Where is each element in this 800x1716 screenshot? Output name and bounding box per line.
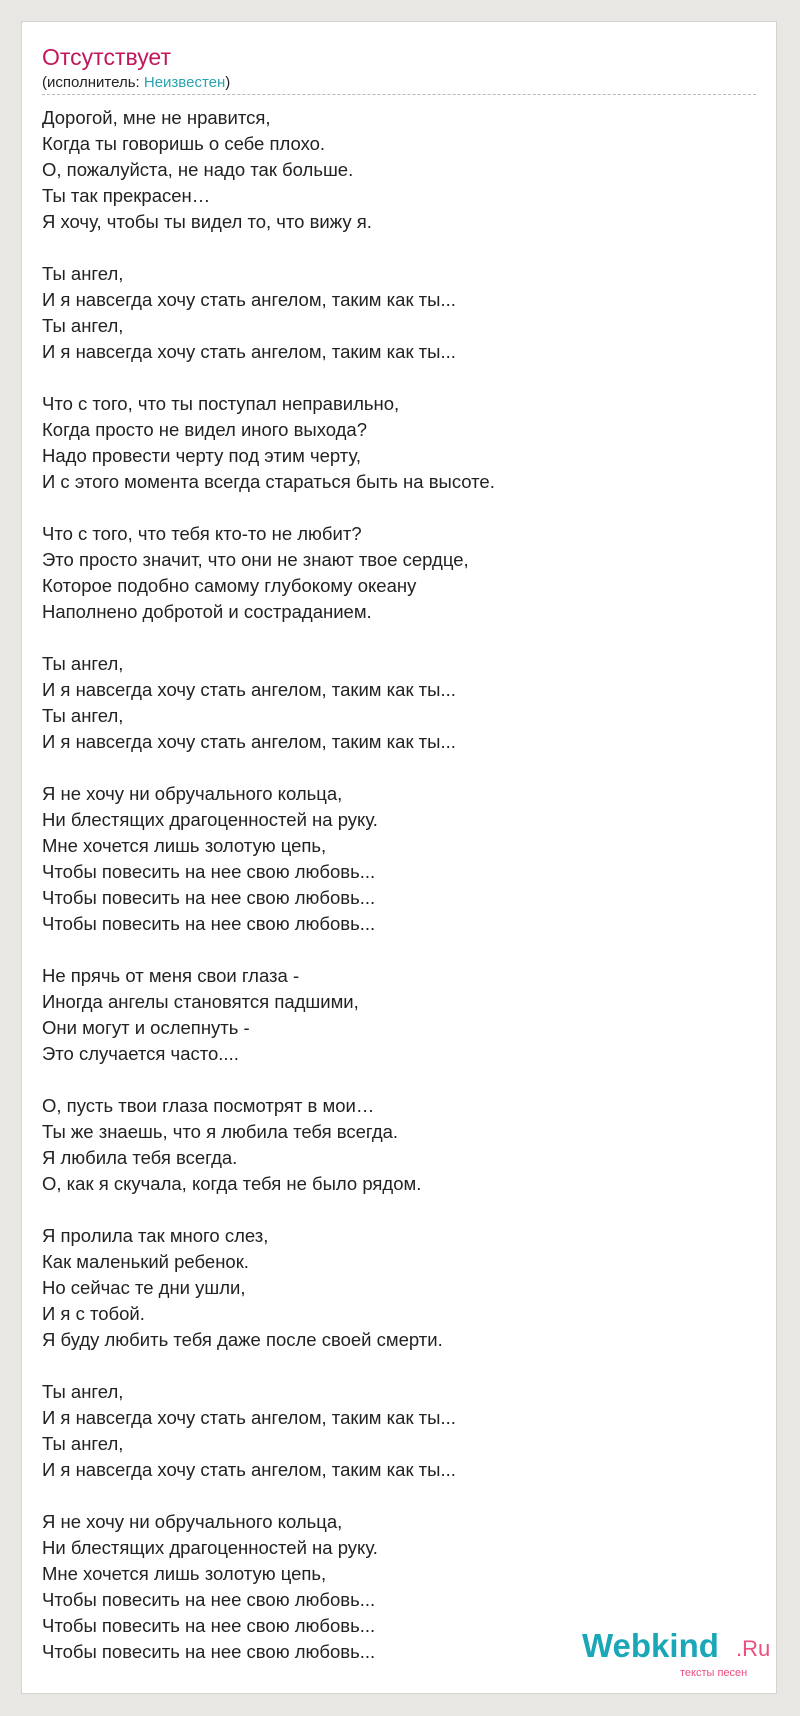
lyrics-line: Что с того, что ты поступал неправильно, (42, 393, 400, 414)
watermark-tld: .Ru (736, 1636, 771, 1661)
performer-line (42, 73, 230, 93)
webkind-watermark (560, 1621, 780, 1691)
lyrics-line: Когда ты говоришь о себе плохо. (42, 133, 326, 154)
lyrics-line: Мне хочется лишь золотую цепь, (42, 1563, 327, 1584)
song-title: Отсутствует (42, 44, 171, 70)
lyrics-line: Ты ангел, (42, 315, 124, 336)
lyrics-line: Ты ангел, (42, 263, 124, 284)
lyrics-stanza (42, 651, 742, 755)
lyrics-line: Мне хочется лишь золотую цепь, (42, 835, 327, 856)
lyrics-stanza (42, 391, 742, 495)
watermark-tagline: тексты песен (680, 1667, 748, 1679)
lyrics-line: Ты же знаешь, что я любила тебя всегда. (42, 1121, 399, 1142)
lyrics-body (42, 105, 742, 1691)
lyrics-line: Как маленький ребенок. (42, 1251, 249, 1272)
lyrics-stanza (42, 105, 742, 235)
lyrics-line: Ты ангел, (42, 1381, 124, 1402)
lyrics-line: Ты ангел, (42, 653, 124, 674)
lyrics-line: О, пожалуйста, не надо так больше. (42, 159, 354, 180)
lyrics-stanza (42, 261, 742, 365)
lyrics-line: И я навсегда хочу стать ангелом, таким как ты... (42, 1407, 456, 1428)
lyrics-line: Чтобы повесить на нее свою любовь... (42, 861, 376, 882)
lyrics-line: Но сейчас те дни ушли, (42, 1277, 246, 1298)
lyrics-line: Иногда ангелы становятся падшими, (42, 991, 359, 1012)
lyrics-line: Ни блестящих драгоценностей на руку. (42, 1537, 378, 1558)
lyrics-line: Чтобы повесить на нее свою любовь... (42, 1589, 376, 1610)
lyrics-line: Я буду любить тебя даже после своей смерти. (42, 1329, 443, 1350)
lyrics-line: И я навсегда хочу стать ангелом, таким как ты... (42, 731, 456, 752)
lyrics-line: Я пролила так много слез, (42, 1225, 269, 1246)
lyrics-line: Чтобы повесить на нее свою любовь... (42, 913, 376, 934)
lyrics-stanza (42, 1093, 742, 1197)
lyrics-line: И я с тобой. (42, 1303, 145, 1324)
lyrics-line: Ты ангел, (42, 705, 124, 726)
watermark-brand: Webkind (582, 1627, 719, 1664)
lyrics-stanza (42, 521, 742, 625)
lyrics-line: Я любила тебя всегда. (42, 1147, 238, 1168)
lyrics-stanza (42, 1223, 742, 1353)
lyrics-stanza (42, 1379, 742, 1483)
lyrics-line: Чтобы повесить на нее свою любовь... (42, 1641, 376, 1662)
lyrics-stanza (42, 781, 742, 937)
dashed-divider (42, 94, 756, 95)
lyrics-line: Я хочу, чтобы ты видел то, что вижу я. (42, 211, 372, 232)
lyrics-line: И я навсегда хочу стать ангелом, таким как ты... (42, 289, 456, 310)
performer-prefix: (исполнитель: (42, 74, 144, 91)
lyrics-line: Дорогой, мне не нравится, (42, 107, 271, 128)
performer-suffix: ) (225, 74, 231, 91)
lyrics-line: О, как я скучала, когда тебя не было рядом. (42, 1173, 422, 1194)
lyrics-line: Я не хочу ни обручального кольца, (42, 1511, 343, 1532)
lyrics-line: Это просто значит, что они не знают твое сердце, (42, 549, 469, 570)
lyrics-line: Я не хочу ни обручального кольца, (42, 783, 343, 804)
lyrics-line: Чтобы повесить на нее свою любовь... (42, 887, 376, 908)
performer-link[interactable]: Неизвестен (143, 74, 226, 91)
lyrics-card (21, 21, 777, 1694)
lyrics-line: Чтобы повесить на нее свою любовь... (42, 1615, 376, 1636)
lyrics-line: Надо провести черту под этим черту, (42, 445, 362, 466)
lyrics-line: Они могут и ослепнуть - (42, 1017, 250, 1038)
lyrics-stanza (42, 963, 742, 1067)
lyrics-line: О, пусть твои глаза посмотрят в мои… (42, 1095, 375, 1116)
lyrics-line: Ты ангел, (42, 1433, 124, 1454)
lyrics-line: И я навсегда хочу стать ангелом, таким как ты... (42, 1459, 456, 1480)
lyrics-line: И я навсегда хочу стать ангелом, таким как ты... (42, 679, 456, 700)
lyrics-line: Ни блестящих драгоценностей на руку. (42, 809, 378, 830)
lyrics-line: И с этого момента всегда стараться быть на высоте. (42, 471, 495, 492)
lyrics-line: Наполнено добротой и состраданием. (42, 601, 372, 622)
lyrics-line: Не прячь от меня свои глаза - (42, 965, 300, 986)
lyrics-line: И я навсегда хочу стать ангелом, таким как ты... (42, 341, 456, 362)
lyrics-line: Когда просто не видел иного выхода? (42, 419, 367, 440)
lyrics-line: Ты так прекрасен… (42, 185, 211, 206)
lyrics-line: Которое подобно самому глубокому океану (42, 575, 417, 596)
lyrics-line: Это случается часто.... (42, 1043, 239, 1064)
lyrics-line: Что с того, что тебя кто-то не любит? (42, 523, 362, 544)
